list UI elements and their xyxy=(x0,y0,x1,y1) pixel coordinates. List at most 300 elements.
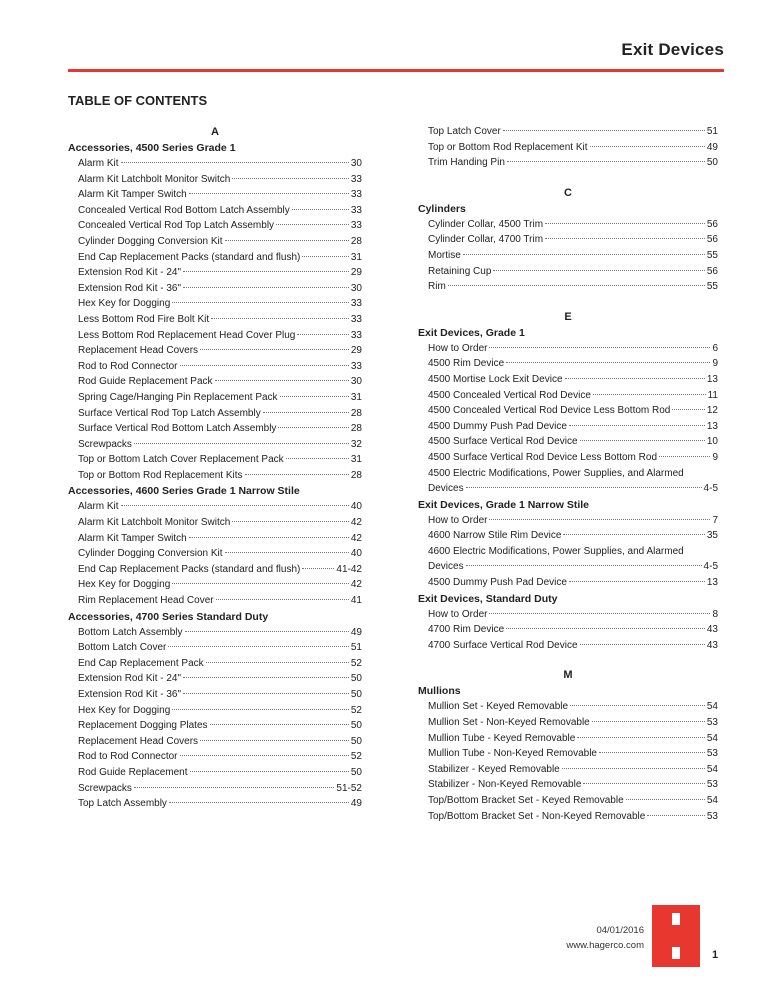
dot-leader xyxy=(183,677,349,678)
toc-entry[interactable] xyxy=(68,796,362,812)
dot-leader xyxy=(185,631,349,632)
toc-entry-page: 50 xyxy=(350,673,362,685)
toc-entry-page: 35 xyxy=(706,530,718,542)
toc-entry-page: 33 xyxy=(350,189,362,201)
dot-leader xyxy=(278,427,348,428)
toc-entry-page: 33 xyxy=(350,313,362,325)
toc-entry-page: 4-5 xyxy=(703,561,718,573)
toc-entry[interactable] xyxy=(418,232,718,248)
toc-entry-title: Cylinder Collar, 4500 Trim xyxy=(428,218,544,230)
toc-entry[interactable] xyxy=(418,356,718,372)
dot-leader xyxy=(168,646,349,647)
toc-entry[interactable] xyxy=(68,515,362,531)
category-heading: Exit Devices, Grade 1 xyxy=(418,326,525,339)
toc-entry-title: Rod Guide Replacement xyxy=(78,766,188,778)
dot-leader xyxy=(297,334,349,335)
dot-leader xyxy=(172,583,349,584)
dot-leader xyxy=(189,537,349,538)
toc-entry[interactable] xyxy=(418,341,718,357)
toc-entry-title: Retaining Cup xyxy=(428,265,492,277)
toc-entry-page: 8 xyxy=(712,608,718,620)
toc-entry-title: How to Order xyxy=(428,608,488,620)
dot-leader xyxy=(172,709,349,710)
toc-entry[interactable] xyxy=(68,203,362,219)
toc-entry-page: 55 xyxy=(706,281,718,293)
toc-entry[interactable] xyxy=(68,296,362,312)
toc-entry-title: Alarm Kit xyxy=(78,158,119,169)
dot-leader xyxy=(225,240,349,241)
hager-logo-icon xyxy=(652,905,700,967)
toc-entry[interactable] xyxy=(68,562,362,578)
category-heading: Mullions xyxy=(418,685,461,698)
section-gap xyxy=(418,295,718,309)
toc-entry-title: Extension Rod Kit - 36" xyxy=(78,282,182,294)
toc-entry-title: Top or Bottom Rod Replacement Kit xyxy=(428,141,588,153)
dot-leader xyxy=(647,815,705,816)
toc-entry[interactable] xyxy=(68,437,362,453)
toc-entry-page: 53 xyxy=(706,748,718,760)
toc-entry[interactable] xyxy=(68,343,362,359)
toc-entry[interactable] xyxy=(418,513,718,529)
toc-entry[interactable] xyxy=(68,640,362,656)
toc-entry-title: Extension Rod Kit - 36" xyxy=(78,689,182,700)
dot-leader xyxy=(493,270,705,271)
dot-leader xyxy=(507,161,705,162)
dot-leader xyxy=(183,271,349,272)
toc-entry-page: 33 xyxy=(350,329,362,341)
dot-leader xyxy=(592,721,705,722)
toc-entry-title: Rim Replacement Head Cover xyxy=(78,595,214,607)
toc-entry-title: 4500 Dummy Push Pad Device xyxy=(428,577,567,589)
dot-leader xyxy=(211,318,349,319)
dot-leader xyxy=(215,380,349,381)
dot-leader xyxy=(489,347,710,348)
dot-leader xyxy=(659,456,710,457)
toc-entry-page: 31 xyxy=(350,391,362,403)
toc-left-column xyxy=(68,124,362,812)
toc-entry-title: End Cap Replacement Packs (standard and flush) xyxy=(78,563,301,575)
toc-entry[interactable] xyxy=(68,265,362,281)
toc-entry-title: End Cap Replacement Pack xyxy=(78,657,204,669)
toc-entry[interactable] xyxy=(418,140,718,156)
section-letter: A xyxy=(211,126,219,138)
toc-entry-title: Bottom Latch Assembly xyxy=(78,626,183,638)
page-header-title: Exit Devices xyxy=(621,40,724,59)
toc-entry-title: Top or Bottom Rod Replacement Kits xyxy=(78,469,243,481)
toc-entry-title: Cylinder Dogging Conversion Kit xyxy=(78,235,223,247)
dot-leader xyxy=(583,783,704,784)
dot-leader xyxy=(590,146,705,147)
toc-entry-page: 6 xyxy=(712,342,718,354)
toc-entry[interactable] xyxy=(68,281,362,297)
toc-entry-page: 31 xyxy=(350,454,362,466)
toc-entry-page: 7 xyxy=(712,514,718,526)
toc-entry-title: Concealed Vertical Rod Top Latch Assembly xyxy=(78,220,275,232)
toc-entry-title: Devices xyxy=(428,561,464,573)
toc-entry[interactable] xyxy=(418,124,718,140)
dot-leader xyxy=(245,474,349,475)
toc-entry-page: 49 xyxy=(350,798,362,810)
toc-entry-page: 33 xyxy=(350,360,362,372)
toc-entry-page: 10 xyxy=(706,436,718,448)
toc-entry-page: 52 xyxy=(350,704,362,716)
dot-leader xyxy=(593,394,706,395)
toc-entry-page: 42 xyxy=(350,517,362,529)
toc-entry-page: 30 xyxy=(350,376,362,388)
toc-entry-title: Top or Bottom Latch Cover Replacement Pack xyxy=(78,454,284,466)
dot-leader xyxy=(292,209,349,210)
toc-entry-page: 33 xyxy=(350,204,362,216)
toc-entry[interactable] xyxy=(68,499,362,515)
toc-entry-page: 29 xyxy=(350,345,362,357)
toc-entry-title: Mullion Set - Non-Keyed Removable xyxy=(428,717,590,729)
dot-leader xyxy=(183,693,349,694)
dot-leader xyxy=(577,737,705,738)
toc-entry-title: Alarm Kit Tamper Switch xyxy=(78,532,187,544)
dot-leader xyxy=(545,238,705,239)
toc-entry[interactable] xyxy=(68,531,362,547)
toc-entry-title: Mullion Tube - Non-Keyed Removable xyxy=(428,748,597,760)
toc-entry-title: How to Order xyxy=(428,514,488,526)
footer xyxy=(566,923,644,953)
toc-entry[interactable] xyxy=(68,734,362,750)
toc-entry-page: 32 xyxy=(350,438,362,450)
toc-entry[interactable] xyxy=(68,250,362,266)
toc-entry[interactable] xyxy=(68,234,362,250)
dot-leader xyxy=(232,178,349,179)
dot-leader xyxy=(172,302,349,303)
toc-entry[interactable] xyxy=(418,248,718,264)
section-letter: C xyxy=(564,186,572,199)
footer-url[interactable]: www.hagerco.com xyxy=(566,940,644,951)
toc-entry[interactable] xyxy=(68,421,362,437)
dot-leader xyxy=(506,628,705,629)
toc-entry[interactable] xyxy=(418,372,718,388)
toc-entry-title: 4500 Concealed Vertical Rod Device Less Bottom Rod xyxy=(428,405,671,417)
header-rule xyxy=(68,69,724,72)
dot-leader xyxy=(448,285,705,286)
toc-entry[interactable] xyxy=(68,718,362,734)
toc-entry-title: Alarm Kit Tamper Switch xyxy=(78,189,187,201)
toc-entry-page: 54 xyxy=(706,701,718,713)
toc-entry-page: 29 xyxy=(350,267,362,279)
dot-leader xyxy=(134,787,335,788)
toc-entry[interactable] xyxy=(418,777,718,793)
toc-entry-title: Alarm Kit xyxy=(78,501,119,513)
toc-entry-page: 50 xyxy=(350,720,362,732)
dot-leader xyxy=(200,349,349,350)
category-heading: Cylinders xyxy=(418,202,466,215)
toc-entry[interactable] xyxy=(68,671,362,687)
toc-entry-title: Rim xyxy=(428,281,446,293)
toc-entry-title: Mullion Set - Keyed Removable xyxy=(428,701,569,713)
toc-entry-title: 4500 Dummy Push Pad Device xyxy=(428,420,567,432)
toc-entry[interactable] xyxy=(418,217,718,233)
toc-entry-title: Rod to Rod Connector xyxy=(78,751,178,763)
dot-leader xyxy=(276,224,349,225)
toc-entry[interactable] xyxy=(418,559,718,575)
dot-leader xyxy=(121,162,349,163)
toc-entry-title: Less Bottom Rod Fire Bolt Kit xyxy=(78,313,210,325)
toc-entry-title: Mortise xyxy=(428,249,461,261)
dot-leader xyxy=(569,581,705,582)
dot-leader xyxy=(562,768,705,769)
dot-leader xyxy=(580,440,705,441)
toc-entry-title: Extension Rod Kit - 24" xyxy=(78,267,182,279)
toc-entry-title: Trim Handing Pin xyxy=(428,157,505,169)
dot-leader xyxy=(466,487,702,488)
section-letter: M xyxy=(563,669,573,682)
toc-entry-page: 52 xyxy=(350,751,362,763)
toc-entry-page: 43 xyxy=(706,624,718,636)
toc-entry[interactable] xyxy=(68,625,362,641)
dot-leader xyxy=(180,755,349,756)
toc-entry-title: 4500 Concealed Vertical Rod Device xyxy=(428,389,591,401)
toc-entry-title: 4500 Rim Device xyxy=(428,358,505,370)
toc-entry-title: Surface Vertical Rod Top Latch Assembly xyxy=(78,407,261,419)
toc-entry-page: 28 xyxy=(350,469,362,481)
toc-entry-title: Top Latch Cover xyxy=(428,126,501,137)
toc-entry[interactable] xyxy=(418,699,718,715)
toc-entry-page: 28 xyxy=(350,407,362,419)
toc-entry-page: 50 xyxy=(350,735,362,747)
toc-entry-page: 56 xyxy=(706,265,718,277)
toc-entry[interactable] xyxy=(68,187,362,203)
toc-entry-title: Extension Rod Kit - 24" xyxy=(78,673,182,685)
toc-entry[interactable] xyxy=(418,481,718,497)
toc-entry[interactable] xyxy=(68,374,362,390)
toc-entry-page: 53 xyxy=(706,810,718,822)
page-number: 1 xyxy=(712,949,719,961)
toc-entry[interactable] xyxy=(418,762,718,778)
dot-leader xyxy=(570,705,705,706)
toc-entry-title: Top Latch Assembly xyxy=(78,798,167,810)
dot-leader xyxy=(232,521,349,522)
toc-entry-page: 43 xyxy=(706,639,718,651)
toc-entry-page: 51 xyxy=(350,642,362,654)
dot-leader xyxy=(545,223,705,224)
toc-entry[interactable] xyxy=(418,419,718,435)
toc-entry-page: 40 xyxy=(350,501,362,513)
toc-entry-title: Stabilizer - Keyed Removable xyxy=(428,763,560,775)
toc-entry-page: 51-52 xyxy=(336,782,362,794)
toc-entry-page: 13 xyxy=(706,420,718,432)
dot-leader xyxy=(569,425,705,426)
toc-entry[interactable] xyxy=(68,218,362,234)
toc-entry[interactable] xyxy=(418,279,718,295)
dot-leader xyxy=(189,193,349,194)
toc-entry[interactable] xyxy=(418,434,718,450)
dot-leader xyxy=(134,443,349,444)
dot-leader xyxy=(216,599,349,600)
toc-right-column xyxy=(418,124,718,824)
toc-entry-title: Hex Key for Dogging xyxy=(78,298,171,310)
toc-entry-page: 49 xyxy=(350,626,362,638)
toc-entry[interactable] xyxy=(68,781,362,797)
dot-leader xyxy=(565,378,705,379)
toc-entry[interactable] xyxy=(68,765,362,781)
toc-entry-page: 30 xyxy=(350,282,362,294)
toc-entry[interactable] xyxy=(68,656,362,672)
toc-entry-page: 33 xyxy=(350,173,362,185)
dot-leader xyxy=(463,254,705,255)
toc-entry-page: 31 xyxy=(350,251,362,263)
dot-leader xyxy=(263,412,349,413)
toc-entry-title: Alarm Kit Latchbolt Monitor Switch xyxy=(78,517,231,529)
toc-entry-title: Screwpacks xyxy=(78,438,132,450)
toc-entry[interactable] xyxy=(418,622,718,638)
toc-entry-title: Replacement Head Covers xyxy=(78,345,199,357)
dot-leader xyxy=(672,409,705,410)
toc-entry[interactable] xyxy=(418,607,718,623)
dot-leader xyxy=(183,287,349,288)
category-heading: Accessories, 4700 Series Standard Duty xyxy=(68,610,269,623)
toc-entry-page: 28 xyxy=(350,423,362,435)
toc-entry-title: 4500 Mortise Lock Exit Device xyxy=(428,373,563,385)
toc-entry[interactable] xyxy=(418,388,718,404)
dot-leader xyxy=(121,505,349,506)
category-heading: Exit Devices, Grade 1 Narrow Stile xyxy=(418,498,589,511)
toc-entry-page: 41-42 xyxy=(336,563,362,575)
toc-entry-title: 4500 Surface Vertical Rod Device xyxy=(428,436,578,448)
toc-entry[interactable] xyxy=(68,703,362,719)
toc-entry[interactable] xyxy=(418,403,718,419)
toc-entry-title: Stabilizer - Non-Keyed Removable xyxy=(428,779,582,791)
toc-entry-title: Top/Bottom Bracket Set - Non-Keyed Removable xyxy=(428,810,646,822)
dot-leader xyxy=(599,752,705,753)
toc-entry-title: How to Order xyxy=(428,342,488,354)
toc-entry-title: End Cap Replacement Packs (standard and flush) xyxy=(78,251,301,263)
toc-entry-page: 55 xyxy=(706,249,718,261)
section-gap xyxy=(418,171,718,185)
toc-entry[interactable] xyxy=(418,575,718,591)
toc-entry-title: 4500 Surface Vertical Rod Device Less Bottom Rod xyxy=(428,451,658,463)
toc-entry[interactable] xyxy=(68,452,362,468)
toc-entry[interactable] xyxy=(68,328,362,344)
toc-entry[interactable] xyxy=(68,156,362,172)
toc-entry-line: 4500 Electric Modifications, Power Supplies, and Alarmed xyxy=(428,467,684,479)
toc-entry-page: 50 xyxy=(350,689,362,700)
dot-leader xyxy=(180,365,349,366)
category-heading: Accessories, 4600 Series Grade 1 Narrow Stile xyxy=(68,485,300,498)
toc-entry-page: 50 xyxy=(350,766,362,778)
toc-entry[interactable] xyxy=(418,155,718,171)
dot-leader xyxy=(626,799,705,800)
footer-date: 04/01/2016 xyxy=(596,925,644,936)
toc-entry-page: 4-5 xyxy=(703,483,718,495)
dot-leader xyxy=(200,740,349,741)
toc-entry[interactable] xyxy=(68,593,362,609)
toc-entry-title: 4700 Surface Vertical Rod Device xyxy=(428,639,578,651)
toc-entry[interactable] xyxy=(68,468,362,484)
toc-entry-title: Rod Guide Replacement Pack xyxy=(78,376,213,388)
toc-entry[interactable] xyxy=(68,359,362,375)
toc-entry-page: 54 xyxy=(706,763,718,775)
toc-entry[interactable] xyxy=(418,731,718,747)
toc-entry[interactable] xyxy=(418,746,718,762)
toc-title: TABLE OF CONTENTS xyxy=(68,93,208,108)
dot-leader xyxy=(489,613,710,614)
dot-leader xyxy=(580,644,705,645)
toc-entry-page: 33 xyxy=(350,298,362,310)
toc-entry-page: 50 xyxy=(706,157,718,169)
toc-entry-page: 42 xyxy=(350,579,362,591)
toc-entry-title: Screwpacks xyxy=(78,782,132,794)
toc-entry-title: Cylinder Collar, 4700 Trim xyxy=(428,234,544,246)
toc-entry-title: Mullion Tube - Keyed Removable xyxy=(428,732,576,744)
toc-entry-title: 4600 Narrow Stile Rim Device xyxy=(428,530,562,542)
toc-entry-title: Spring Cage/Hanging Pin Replacement Pack xyxy=(78,391,278,403)
dot-leader xyxy=(190,771,349,772)
toc-entry-page: 11 xyxy=(707,389,718,401)
toc-entry[interactable] xyxy=(418,793,718,809)
dot-leader xyxy=(225,552,349,553)
toc-entry[interactable] xyxy=(68,577,362,593)
toc-entry-page: 13 xyxy=(706,577,718,589)
toc-entry-page: 9 xyxy=(712,451,718,463)
dot-leader xyxy=(466,565,702,566)
toc-entry[interactable] xyxy=(68,172,362,188)
toc-entry-page: 56 xyxy=(706,218,718,230)
toc-entry-title: Less Bottom Rod Replacement Head Cover Plug xyxy=(78,329,296,341)
toc-entry[interactable] xyxy=(418,264,718,280)
dot-leader xyxy=(169,802,349,803)
toc-entry-page: 54 xyxy=(706,795,718,806)
toc-entry[interactable] xyxy=(68,749,362,765)
section-gap xyxy=(418,653,718,667)
toc-entry-page: 52 xyxy=(350,657,362,669)
toc-entry-page: 40 xyxy=(350,548,362,560)
dot-leader xyxy=(210,724,349,725)
toc-entry-title: Rod to Rod Connector xyxy=(78,360,178,372)
toc-entry[interactable] xyxy=(418,638,718,654)
toc-entry-title: Hex Key for Dogging xyxy=(78,579,171,591)
toc-entry[interactable] xyxy=(418,528,718,544)
toc-entry-page: 49 xyxy=(706,141,718,153)
section-letter: E xyxy=(564,310,572,323)
toc-entry[interactable] xyxy=(418,715,718,731)
toc-entry-title: Cylinder Dogging Conversion Kit xyxy=(78,548,223,560)
toc-entry[interactable] xyxy=(418,450,718,466)
toc-entry-page: 41 xyxy=(350,595,362,607)
category-heading: Accessories, 4500 Series Grade 1 xyxy=(68,142,236,154)
toc-entry[interactable] xyxy=(68,406,362,422)
toc-entry[interactable] xyxy=(68,312,362,328)
toc-entry-page: 9 xyxy=(712,358,718,370)
category-heading: Exit Devices, Standard Duty xyxy=(418,592,558,605)
toc-entry-title: Replacement Dogging Plates xyxy=(78,720,208,732)
toc-entry-page: 28 xyxy=(350,235,362,247)
dot-leader xyxy=(302,256,349,257)
dot-leader xyxy=(489,519,710,520)
toc-entry-page: 54 xyxy=(706,732,718,744)
toc-entry-title: 4700 Rim Device xyxy=(428,624,505,636)
toc-entry[interactable] xyxy=(68,687,362,703)
toc-entry[interactable] xyxy=(418,809,718,825)
toc-entry[interactable] xyxy=(68,546,362,562)
toc-entry-page: 33 xyxy=(350,220,362,232)
toc-entry-title: Surface Vertical Rod Bottom Latch Assembly xyxy=(78,423,277,435)
toc-entry[interactable] xyxy=(68,390,362,406)
toc-entry-page: 51 xyxy=(706,126,718,137)
toc-entry-page: 13 xyxy=(706,373,718,385)
toc-entry-title: Devices xyxy=(428,483,464,495)
toc-entry-line: 4600 Electric Modifications, Power Supplies, and Alarmed xyxy=(428,545,684,557)
toc-entry-title: Top/Bottom Bracket Set - Keyed Removable xyxy=(428,795,624,806)
dot-leader xyxy=(280,396,349,397)
toc-entry-title: Replacement Head Covers xyxy=(78,735,199,747)
dot-leader xyxy=(206,662,349,663)
